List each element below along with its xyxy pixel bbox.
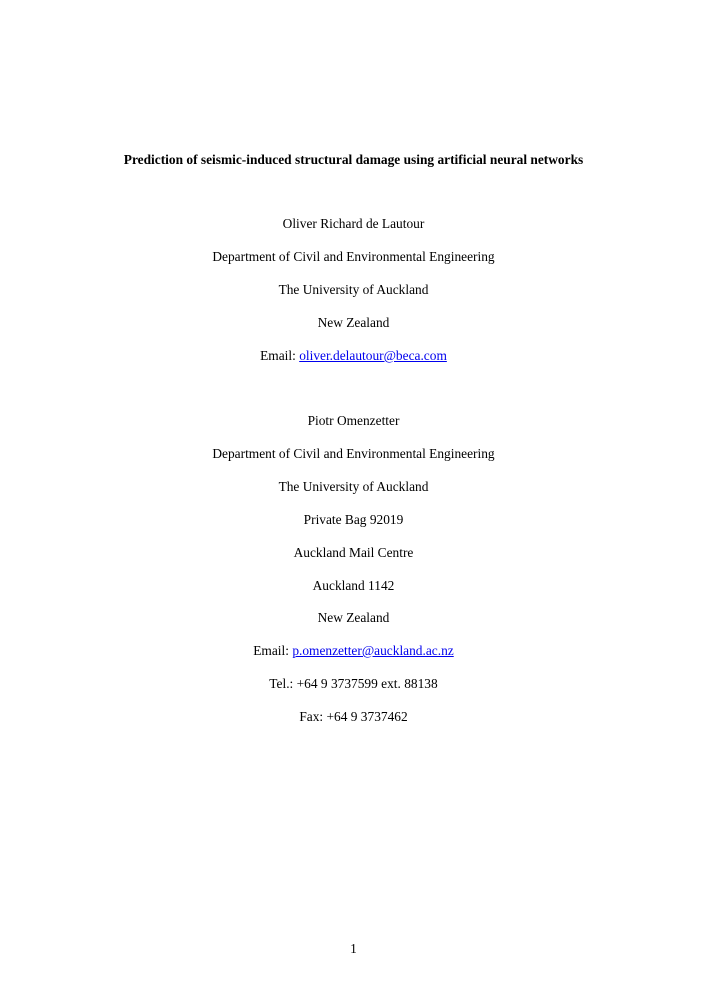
author2-email-line	[0, 642, 707, 660]
page-number: 1	[350, 941, 357, 956]
author1-email-label: Email:	[260, 348, 296, 363]
author1-email-link[interactable]: oliver.delautour@beca.com	[299, 348, 447, 363]
author2-university: The University of Auckland	[278, 479, 429, 494]
author2-email-label: Email:	[253, 643, 289, 658]
author1-name: Oliver Richard de Lautour	[282, 216, 425, 231]
author1-department: Department of Civil and Environmental Engineering	[212, 249, 495, 264]
author2-tel: Tel.: +64 9 3737599 ext. 88138	[269, 676, 438, 691]
author2-email-link[interactable]: p.omenzetter@auckland.ac.nz	[292, 643, 454, 658]
author2-name: Piotr Omenzetter	[307, 413, 400, 428]
author2-mail-centre: Auckland Mail Centre	[293, 545, 414, 560]
author2-department: Department of Civil and Environmental Engineering	[212, 446, 495, 461]
author2-city: Auckland 1142	[312, 578, 395, 593]
author2-fax: Fax: +64 9 3737462	[299, 709, 408, 724]
paper-title: Prediction of seismic-induced structural damage using artificial neural networks	[123, 152, 584, 167]
author2-country: New Zealand	[317, 610, 390, 625]
author1-university: The University of Auckland	[278, 282, 429, 297]
author1-country: New Zealand	[317, 315, 390, 330]
author1-email-line	[0, 347, 707, 365]
author2-private-bag: Private Bag 92019	[303, 512, 404, 527]
